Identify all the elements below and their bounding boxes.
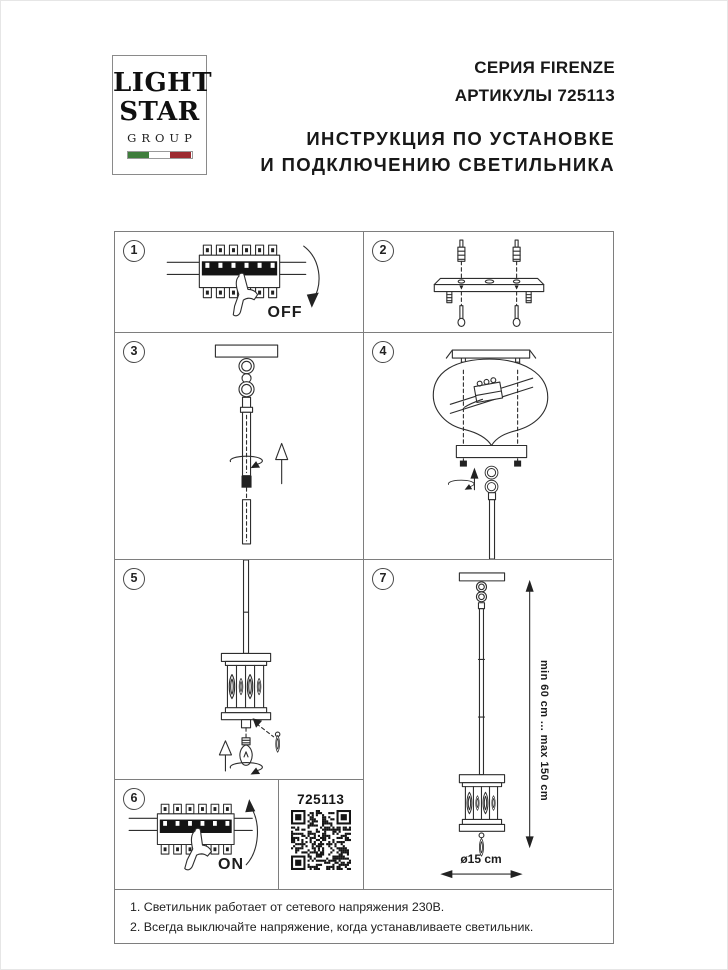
lightstar-logo [112,55,213,175]
qr-code [291,810,351,870]
diameter-label: ø15 cm [460,852,502,866]
step-2-number: 2 [372,240,394,262]
step-7-panel [364,560,612,890]
bulb-install-drawing [115,560,363,779]
up-arrow-icon [219,741,231,771]
step-5-number: 5 [123,568,145,590]
series-title: СЕРИЯ FIRENZE [474,58,615,77]
switch-off-label: OFF [267,304,303,321]
page-title [260,126,615,178]
logo-word-light: LIGHT [113,68,213,98]
step-4-number: 4 [372,341,394,363]
curved-arrow-up-icon [245,799,257,865]
breaker-off-drawing [115,232,363,332]
series-block [455,54,615,110]
flag-white [149,152,170,158]
step-6-row [115,780,364,890]
title-line-1: ИНСТРУКЦИЯ ПО УСТАНОВКЕ [306,128,615,149]
step-6-number: 6 [123,788,145,810]
height-dimension-arrow [526,580,534,848]
step-6-panel [115,780,279,889]
flag-green [128,152,149,158]
height-range-label: min 60 cm ... max 150 cm [538,660,550,802]
step-1-number: 1 [123,240,145,262]
title-line-2: И ПОДКЛЮЧЕНИЮ СВЕТИЛЬНИКА [260,154,615,175]
step-7-number: 7 [372,568,394,590]
diameter-dimension-arrow [440,870,522,878]
note-1: 1. Светильник работает от сетевого напряжения 230В. [130,900,445,914]
switch-on-label: ON [218,856,244,873]
step-4-panel [364,333,612,560]
flag-red [170,152,191,158]
zoom-bubble [433,359,547,445]
qr-panel [279,780,364,889]
step-2-panel [364,232,612,333]
pendant-dimensions-drawing [364,560,612,889]
article-number-title: АРТИКУЛЫ 725113 [454,86,615,105]
crystal-drop-icon [276,735,280,752]
candle-bulb-icon [240,738,252,766]
step-1-panel [115,232,364,333]
instruction-table [114,231,614,944]
curved-arrow-down-icon [304,246,319,308]
step-3-number: 3 [123,341,145,363]
footnotes [115,890,612,942]
italian-flag-stripe [127,151,193,159]
logo-word-star: STAR [119,97,200,127]
step-3-panel [115,333,364,560]
rotate-arrow-icon [448,480,474,490]
note-2: 2. Всегда выключайте напряжение, когда устанавливаете светильник. [130,919,534,934]
mounting-plate-drawing [364,232,612,332]
logo-word-group: GROUP [127,131,197,145]
qr-article-number: 725113 [297,792,345,807]
rod-assembly-drawing [115,333,363,559]
wiring-detail-drawing [364,333,612,559]
up-arrow-icon [276,443,288,483]
step-5-panel [115,560,364,780]
